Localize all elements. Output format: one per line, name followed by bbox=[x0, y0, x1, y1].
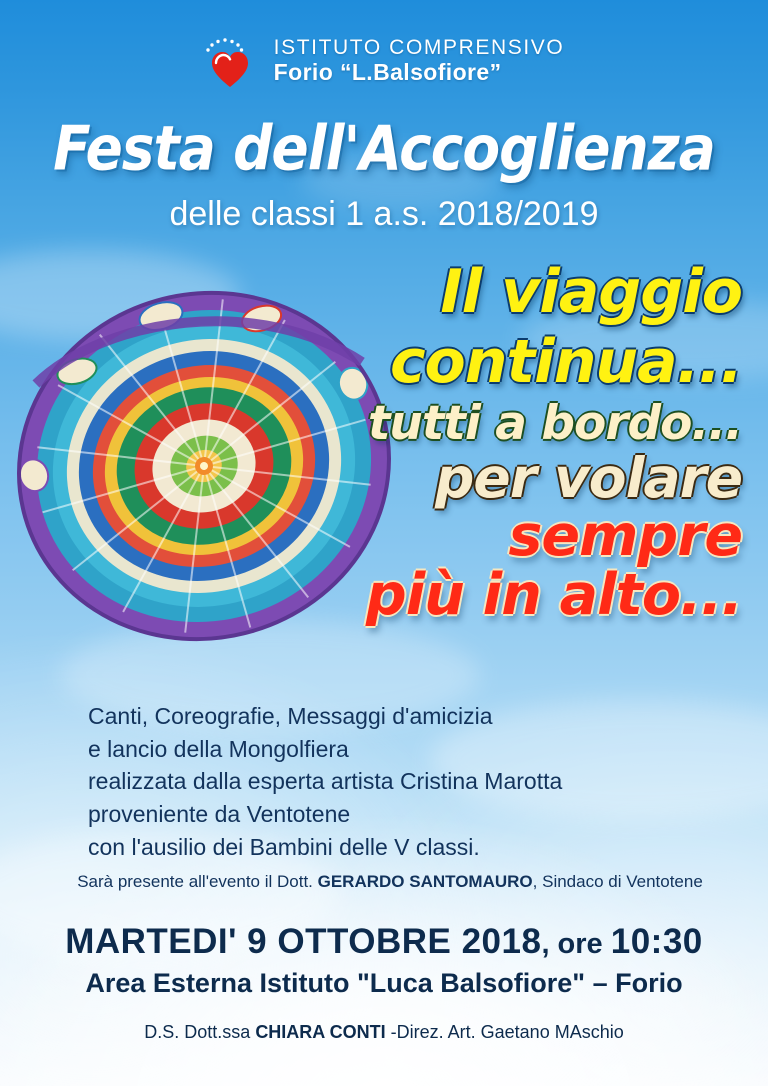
event-time: 10:30 bbox=[610, 922, 703, 961]
program-description bbox=[88, 700, 708, 863]
guest-name: GERARDO SANTOMAURO bbox=[317, 872, 533, 891]
heart-icon bbox=[210, 50, 250, 90]
event-time-label: , ore bbox=[541, 928, 611, 960]
signature-line bbox=[0, 1022, 768, 1043]
institute-logo bbox=[204, 36, 260, 92]
slogan-line-2: continua... bbox=[389, 327, 742, 397]
slogan-line-3: tutti a bordo... bbox=[367, 396, 742, 451]
event-date-day: MARTEDI' 9 OTTOBRE 2018 bbox=[65, 922, 542, 961]
guest-note bbox=[40, 872, 740, 892]
slogan-line-1: Il viaggio bbox=[440, 257, 742, 327]
program-line: Canti, Coreografie, Messaggi d'amicizia bbox=[88, 703, 493, 729]
signature-name: CHIARA CONTI bbox=[255, 1022, 386, 1042]
poster-subtitle: delle classi 1 a.s. 2018/2019 bbox=[169, 195, 599, 233]
program-line: proveniente da Ventotene bbox=[88, 800, 351, 827]
institute-name-line2: Forio “L.Balsofiore” bbox=[273, 58, 502, 85]
guest-note-suffix: , Sindaco di Ventotene bbox=[532, 872, 703, 891]
program-line: con l'ausilio dei Bambini delle V classi. bbox=[88, 833, 480, 860]
guest-note-prefix: Sarà presente all'evento il Dott. bbox=[77, 872, 318, 891]
program-line: realizzata dalla esperta artista Cristina Marotta bbox=[88, 768, 563, 795]
slogan-block bbox=[312, 257, 742, 628]
slogan-line-4: per volare bbox=[435, 446, 742, 510]
signature-prefix: D.S. Dott.ssa bbox=[144, 1022, 256, 1042]
slogan-line-5: sempre bbox=[508, 503, 742, 569]
institute-header bbox=[0, 36, 768, 92]
poster-title: Festa dell'Accoglienza bbox=[53, 112, 715, 184]
event-place: Area Esterna Istituto "Luca Balsofiore" – Forio bbox=[85, 968, 683, 998]
program-line: e lancio della Mongolfiera bbox=[88, 735, 349, 762]
slogan-line-6: più in alto... bbox=[365, 562, 742, 628]
event-date bbox=[0, 922, 768, 962]
signature-suffix: -Direz. Art. Gaetano MAschio bbox=[385, 1022, 624, 1042]
institute-name-line1: ISTITUTO COMPRENSIVO bbox=[273, 36, 565, 59]
